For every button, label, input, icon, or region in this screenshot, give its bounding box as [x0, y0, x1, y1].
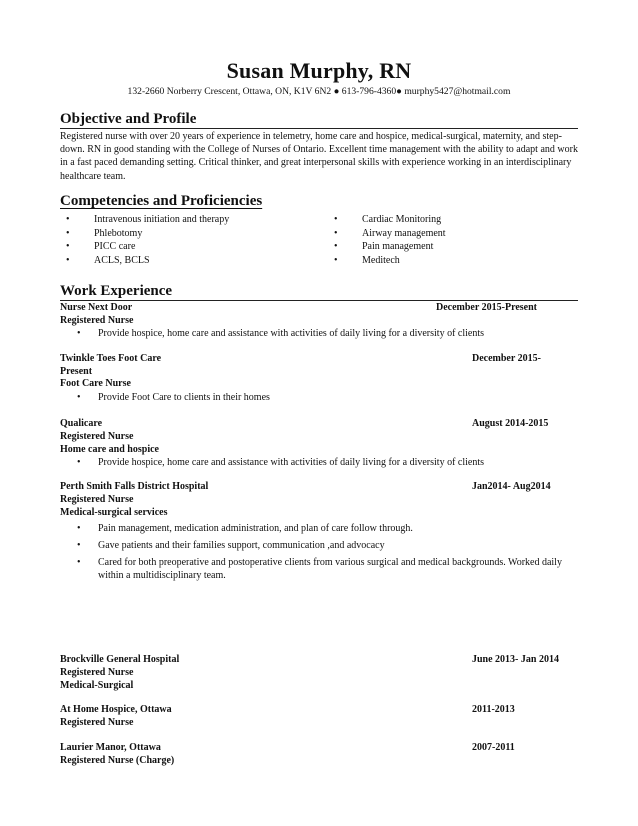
job-title: Registered Nurse (Charge) — [60, 755, 175, 766]
employer-name: Qualicare — [60, 418, 103, 429]
duties-list — [60, 327, 580, 344]
duties-list — [60, 522, 580, 586]
unit-name: Medical-surgical services — [60, 507, 168, 518]
duty-item: • Provide hospice, home care and assistance with activities of daily living for a diversity of clients — [60, 327, 580, 340]
competencies-left-list — [60, 213, 229, 267]
objective-heading: Objective and Profile — [60, 111, 197, 127]
duty-item: • Gave patients and their families support, communication ,and advocacy — [60, 539, 580, 552]
competency-item: • Phlebotomy — [60, 227, 229, 241]
duty-item: • Provide hospice, home care and assistance with activities of daily living for a diversity of clients — [60, 456, 580, 469]
employer-name: Nurse Next Door — [60, 302, 133, 313]
competency-item: • Airway management — [328, 227, 446, 241]
job-title: Foot Care Nurse — [60, 378, 131, 389]
duties-list — [60, 391, 580, 408]
unit-name: Home care and hospice — [60, 444, 159, 455]
employment-dates-continued: Present — [60, 366, 93, 377]
objective-text: Registered nurse with over 20 years of experience in telemetry, home care and hospice, medical-surgical, maternity, and step-down. RN in good standing with the College of Nurses of Ontario. Excellent time management with the ability to adapt and work in a fast paced demanding setting. Critical thinker, and great interpersonal skills with experience working in an interdisciplinary healthcare team. — [60, 131, 578, 182]
employer-name: Perth Smith Falls District Hospital — [60, 481, 209, 492]
unit-name: Medical-Surgical — [60, 680, 134, 691]
employment-dates: August 2014-2015 — [472, 418, 549, 429]
employer-name: At Home Hospice, Ottawa — [60, 704, 172, 715]
employment-dates: 2011-2013 — [472, 704, 515, 715]
employment-dates: June 2013- Jan 2014 — [472, 654, 559, 665]
duty-item: • Pain management, medication administration, and plan of care follow through. — [60, 522, 580, 535]
employer-name: Brockville General Hospital — [60, 654, 180, 665]
employment-dates: Jan2014- Aug2014 — [472, 481, 551, 492]
competencies-right-list — [328, 213, 446, 267]
work-heading: Work Experience — [60, 283, 173, 299]
candidate-name: Susan Murphy, RN — [226, 58, 412, 83]
job-title: Registered Nurse — [60, 494, 134, 505]
duty-item: • Provide Foot Care to clients in their homes — [60, 391, 580, 404]
objective-rule — [60, 128, 578, 129]
job-title: Registered Nurse — [60, 717, 134, 728]
competency-item: • Pain management — [328, 240, 446, 254]
work-rule — [60, 300, 578, 301]
employment-dates: December 2015-Present — [436, 302, 537, 313]
duty-item: • Cared for both preoperative and postoperative clients from various surgical and medical backgrounds. Worked daily within a multidisciplinary team. — [60, 556, 580, 582]
employment-dates: December 2015- — [472, 353, 541, 364]
competency-item: • Intravenous initiation and therapy — [60, 213, 229, 227]
employment-dates: 2007-2011 — [472, 742, 515, 753]
duties-list — [60, 456, 580, 473]
competency-item: • PICC care — [60, 240, 229, 254]
competency-item: • ACLS, BCLS — [60, 254, 229, 268]
job-title: Registered Nurse — [60, 315, 134, 326]
competencies-heading: Competencies and Proficiencies — [60, 193, 263, 209]
competency-item: • Meditech — [328, 254, 446, 268]
competency-item: • Cardiac Monitoring — [328, 213, 446, 227]
contact-line: 132-2660 Norberry Crescent, Ottawa, ON, K1V 6N2 ● 613-796-4360● murphy5427@hotmail.com — [127, 86, 511, 97]
employer-name: Laurier Manor, Ottawa — [60, 742, 161, 753]
employer-name: Twinkle Toes Foot Care — [60, 353, 162, 364]
job-title: Registered Nurse — [60, 431, 134, 442]
job-title: Registered Nurse — [60, 667, 134, 678]
